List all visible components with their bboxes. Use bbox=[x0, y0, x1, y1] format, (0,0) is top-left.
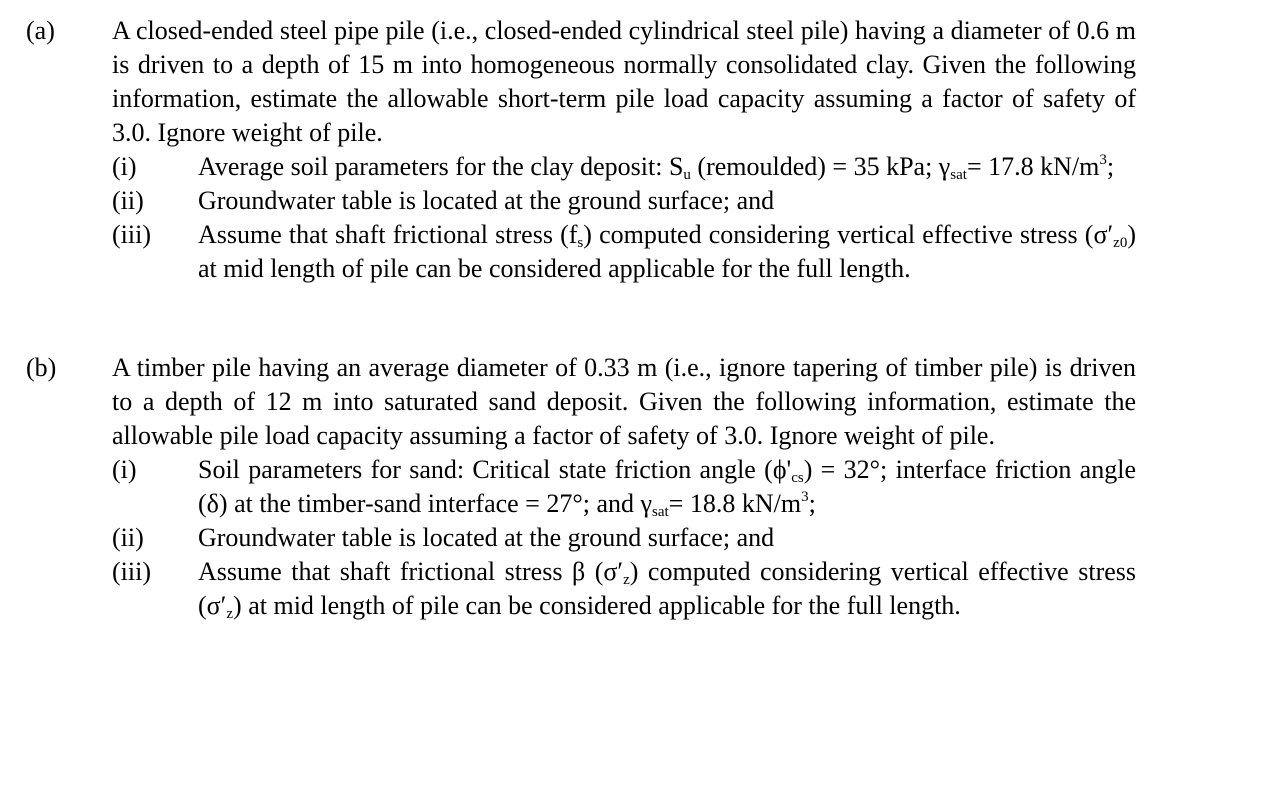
item-text bbox=[198, 521, 1136, 555]
item-text-part: Groundwater table is located at the ground surface; and bbox=[198, 523, 775, 552]
question-b-row bbox=[26, 351, 1136, 623]
question-b-item-ii bbox=[112, 521, 1136, 555]
item-label: (iii) bbox=[112, 220, 151, 249]
item-text-part: ) at mid length of pile can be considered applicable for the full length. bbox=[233, 591, 961, 620]
item-text-part: Assume that shaft frictional stress (f bbox=[198, 220, 578, 249]
question-b-item-i bbox=[112, 453, 1136, 521]
item-subscript: u bbox=[683, 167, 691, 183]
item-subscript: sat bbox=[652, 504, 669, 520]
question-a-text: A closed-ended steel pipe pile (i.e., closed-ended cylindrical steel pile) having a diameter of 0.6 m is driven to a depth of 15 m into homogeneous normally consolidated clay. Given the following information, estimate the allowable short-term pile load capacity assuming a factor of safety of 3.0. Ignore weight of pile. bbox=[112, 16, 1136, 147]
item-subscript: sat bbox=[950, 167, 967, 183]
item-text bbox=[198, 150, 1136, 184]
item-text-part: ) computed considering vertical effective stress (σ′ bbox=[198, 557, 1137, 620]
item-text-part: Average soil parameters for the clay deposit: S bbox=[198, 152, 684, 181]
item-text bbox=[198, 555, 1136, 623]
item-text-part: = 17.8 kN/m bbox=[966, 152, 1100, 181]
item-text-part: Soil parameters for sand: Critical state friction angle (ϕ' bbox=[198, 455, 792, 484]
item-text-part: ) = 32°; interface friction angle (δ) at the timber-sand interface = 27°; and γ bbox=[198, 455, 1136, 518]
item-text bbox=[198, 184, 1136, 218]
question-a-label: (a) bbox=[26, 16, 55, 45]
item-label: (iii) bbox=[112, 557, 151, 586]
item-text-part: ; bbox=[1106, 152, 1115, 181]
question-a-body bbox=[112, 14, 1136, 286]
question-b-text: A timber pile having an average diameter of 0.33 m (i.e., ignore tapering of timber pile) is driven to a depth of 12 m into saturated sand deposit. Given the following information, estimate the allowable pile load capacity assuming a factor of safety of 3.0. Ignore weight of pile. bbox=[112, 353, 1136, 450]
question-a-items bbox=[112, 150, 1136, 286]
item-subscript: cs bbox=[791, 470, 804, 486]
question-a-item-iii bbox=[112, 218, 1136, 286]
item-text-part: Groundwater table is located at the ground surface; and bbox=[198, 186, 775, 215]
item-label: (ii) bbox=[112, 186, 144, 215]
question-b-body bbox=[112, 351, 1136, 623]
question-b-item-iii bbox=[112, 555, 1136, 623]
question-a-item-i bbox=[112, 150, 1136, 184]
item-text-part: ) at mid length of pile can be considered applicable for the full length. bbox=[198, 220, 1137, 283]
item-subscript: z bbox=[623, 572, 630, 588]
item-text bbox=[198, 218, 1136, 286]
item-label: (i) bbox=[112, 455, 137, 484]
question-a-row bbox=[26, 14, 1136, 286]
item-subscript: z bbox=[226, 606, 234, 622]
item-label: (i) bbox=[112, 152, 137, 181]
item-text-part: ; bbox=[808, 489, 816, 518]
question-b-items bbox=[112, 453, 1136, 623]
question-a-item-ii bbox=[112, 184, 1136, 218]
item-superscript: 3 bbox=[801, 489, 809, 505]
item-label: (ii) bbox=[112, 523, 144, 552]
item-subscript: s bbox=[577, 235, 584, 251]
item-text-part: (remoulded) = 35 kPa; γ bbox=[690, 152, 951, 181]
item-text-part: ) computed considering vertical effective stress (σ′ bbox=[583, 220, 1114, 249]
question-b bbox=[26, 351, 1136, 623]
item-subscript: z0 bbox=[1113, 235, 1128, 251]
question-a bbox=[26, 14, 1136, 286]
item-text bbox=[198, 453, 1136, 521]
item-text-part: Assume that shaft frictional stress β (σ′ bbox=[198, 557, 624, 586]
question-b-label: (b) bbox=[26, 353, 57, 382]
item-superscript: 3 bbox=[1099, 152, 1107, 168]
item-text-part: = 18.8 kN/m bbox=[668, 489, 802, 518]
